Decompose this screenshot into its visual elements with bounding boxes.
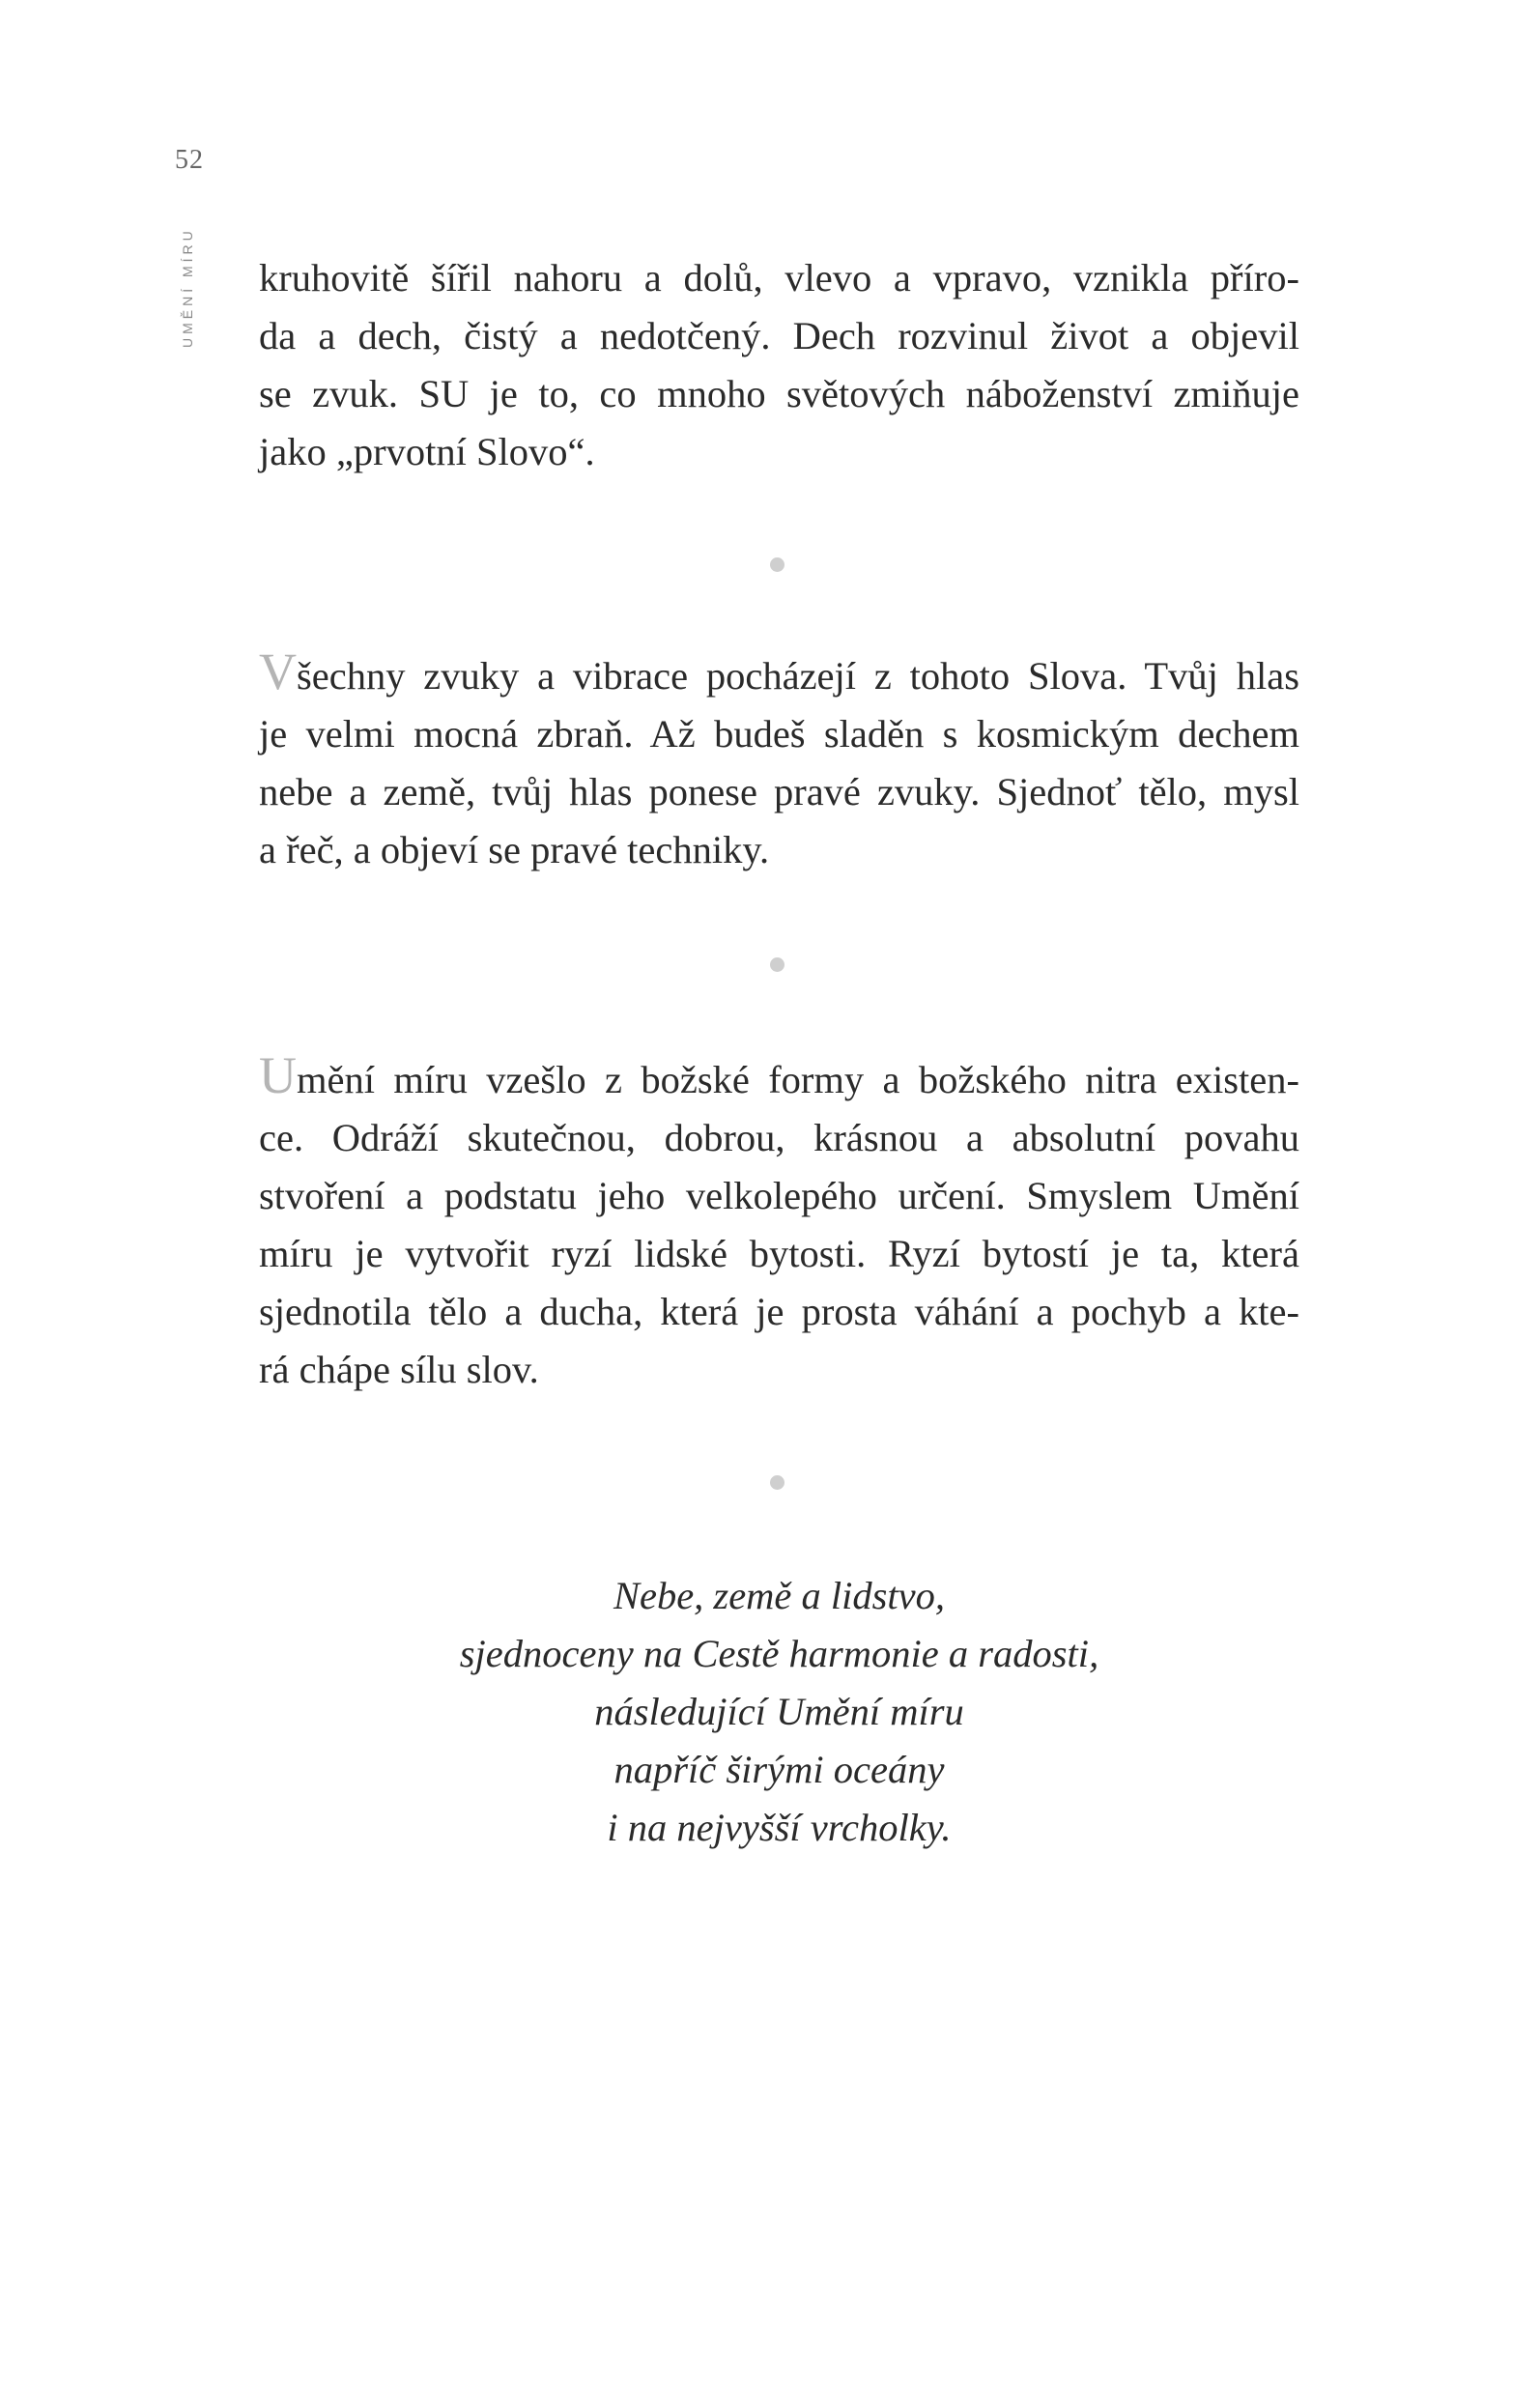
- paragraph-1: [259, 249, 1299, 481]
- poem-line: sjednoceny na Cestě harmonie a radosti,: [459, 1632, 1099, 1675]
- paragraph-line: ce. Odráží skutečnou, dobrou, krásnou a absolutní povahu: [259, 1116, 1299, 1159]
- section-divider-dot: [770, 557, 784, 572]
- paragraph-line: [259, 1046, 1299, 1109]
- poem-line: Nebe, země a lidstvo,: [613, 1574, 946, 1617]
- paragraph-2: [259, 642, 1299, 879]
- poem: [259, 1567, 1299, 1857]
- drop-initial: U: [259, 1046, 297, 1104]
- poem-line: následující Umění míru: [594, 1690, 964, 1733]
- paragraph-line: rá chápe sílu slov.: [259, 1348, 539, 1391]
- paragraph-line: stvoření a podstatu jeho velkolepého určení. Smyslem Umění: [259, 1174, 1299, 1217]
- first-line-text: mění míru vzešlo z božské formy a božského nitra existen-: [297, 1058, 1299, 1101]
- paragraph-line: [259, 642, 1299, 705]
- paragraph-line: je velmi mocná zbraň. Až budeš sladěn s kosmickým dechem: [259, 712, 1299, 756]
- drop-initial: V: [259, 642, 297, 700]
- page-number: 52: [175, 145, 204, 175]
- poem-line: napříč širými oceány: [613, 1748, 945, 1791]
- paragraph-line: se zvuk. SU je to, co mnoho světových náboženství zmiňuje: [259, 372, 1299, 415]
- paragraph-line: míru je vytvořit ryzí lidské bytosti. Ryzí bytostí je ta, která: [259, 1232, 1299, 1275]
- section-divider-dot: [770, 957, 784, 972]
- poem-line: i na nejvyšší vrcholky.: [607, 1806, 952, 1849]
- paragraph-line: a řeč, a objeví se pravé techniky.: [259, 828, 770, 871]
- paragraph-line: kruhovitě šířil nahoru a dolů, vlevo a vpravo, vznikla příro-: [259, 256, 1299, 300]
- running-head: UMĚNÍ MÍRU: [180, 227, 195, 348]
- first-line-text: šechny zvuky a vibrace pocházejí z tohoto Slova. Tvůj hlas: [297, 654, 1299, 698]
- paragraph-3: [259, 1046, 1299, 1399]
- paragraph-line: da a dech, čistý a nedotčený. Dech rozvinul život a objevil: [259, 314, 1299, 357]
- paragraph-line: sjednotila tělo a ducha, která je prosta váhání a pochyb a kte-: [259, 1290, 1299, 1333]
- paragraph-line: nebe a země, tvůj hlas ponese pravé zvuky. Sjednoť tělo, mysl: [259, 770, 1299, 813]
- section-divider-dot: [770, 1475, 784, 1490]
- paragraph-line: jako „prvotní Slovo“.: [259, 430, 595, 473]
